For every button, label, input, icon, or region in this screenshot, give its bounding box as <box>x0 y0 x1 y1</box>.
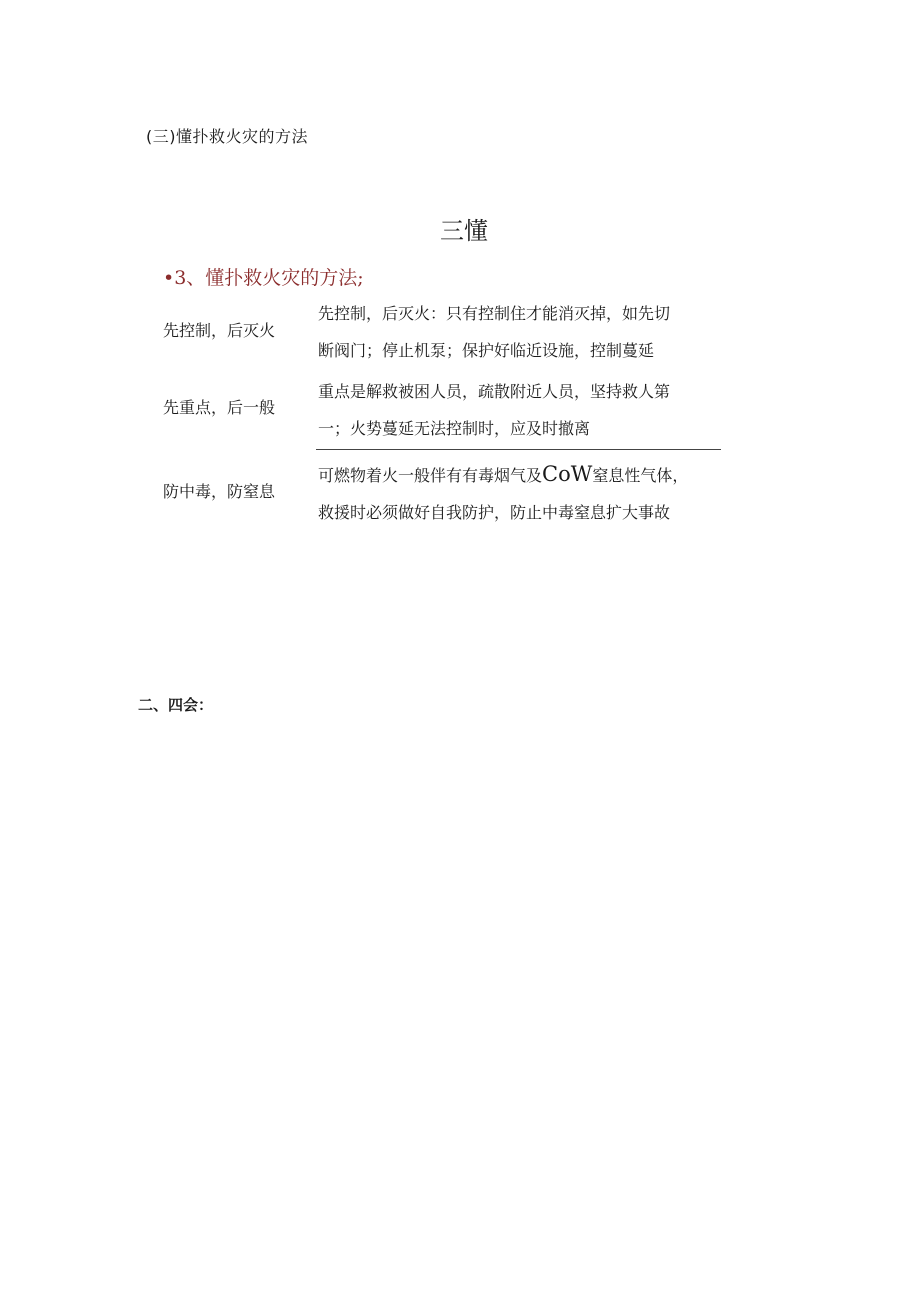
row-label-priority-first: 先重点，后一般 <box>163 398 276 417</box>
desc-line: 一；火势蔓延无法控制时，应及时撤离 <box>318 419 591 438</box>
row-desc-prevent-poisoning <box>318 456 718 531</box>
desc-line: 断阀门；停止机泵；保护好临近设施，控制蔓延 <box>318 341 655 360</box>
desc-line: 救援时必须做好自我防护，防止中毒窒息扩大事故 <box>318 503 671 522</box>
part-heading: 二、四会： <box>138 696 214 714</box>
desc-text: 可燃物着火一般伴有有毒烟气及 <box>318 466 543 485</box>
row-label-control-first: 先控制，后灭火 <box>163 321 276 340</box>
bullet-text: 3、懂扑救火灾的方法; <box>174 267 364 289</box>
slide-title: 三懂 <box>440 217 488 245</box>
row-desc-priority-first <box>318 373 718 447</box>
gas-token: CoW <box>542 462 593 486</box>
row-desc-control-first <box>318 295 718 369</box>
desc-line: 重点是解救被困人员，疏散附近人员，坚持救人第 <box>318 382 671 401</box>
bullet-marker: • <box>163 267 175 289</box>
row-label-prevent-poisoning: 防中毒，防窒息 <box>163 482 276 501</box>
desc-text: 窒息性气体， <box>592 466 689 485</box>
desc-line <box>318 456 718 494</box>
desc-line: 先控制，后灭火：只有控制住才能消灭掉，如先切 <box>318 304 671 323</box>
divider <box>316 449 721 450</box>
section-heading: (三)懂扑救火灾的方法 <box>146 127 308 146</box>
bullet-line <box>163 264 364 292</box>
